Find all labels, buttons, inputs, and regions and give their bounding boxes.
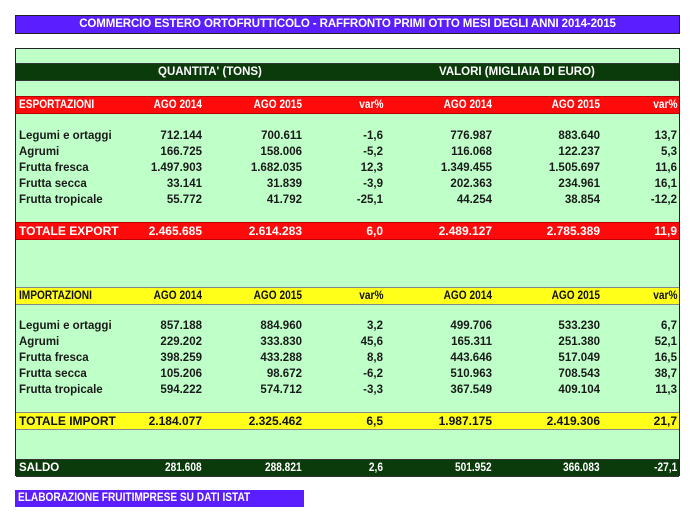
value-cell: 116.068 — [451, 146, 492, 158]
value-cell: 16,5 — [654, 352, 677, 364]
saldo-value: -27,1 — [653, 462, 677, 474]
source-note — [15, 490, 304, 507]
value-cell: 409.104 — [558, 384, 600, 396]
value-cell: 1.349.455 — [440, 162, 492, 174]
value-cell: 41.792 — [266, 194, 302, 206]
value-cell: 229.202 — [160, 336, 202, 348]
value-cell: 166.725 — [160, 146, 202, 158]
value-cell: 443.646 — [450, 352, 492, 364]
column-header: var% — [358, 290, 383, 302]
value-cell: 499.706 — [450, 320, 492, 332]
value-cell: 158.006 — [260, 146, 302, 158]
group-header-value: VALORI (MIGLIAIA DI EURO) — [439, 66, 595, 78]
value-cell: 202.363 — [450, 178, 492, 190]
export-section-label: ESPORTAZIONI — [19, 99, 95, 111]
value-cell: -5,2 — [363, 146, 383, 158]
value-cell: 776.987 — [450, 130, 492, 142]
column-header: AGO 2014 — [153, 290, 202, 302]
value-cell: -25,1 — [356, 194, 383, 206]
value-cell: 251.380 — [558, 336, 600, 348]
column-header: AGO 2015 — [551, 290, 600, 302]
product-label: Legumi e ortaggi — [19, 130, 112, 142]
value-cell: 38.854 — [564, 194, 600, 206]
value-cell: 1.682.035 — [250, 162, 302, 174]
product-label: Frutta fresca — [19, 352, 89, 364]
total-value: 2.184.077 — [148, 414, 202, 428]
value-cell: -3,9 — [363, 178, 383, 190]
value-cell: 594.222 — [160, 384, 202, 396]
source-note-text: ELABORAZIONE FRUITIMPRESE SU DATI ISTAT — [18, 492, 251, 504]
total-value: 2.614.283 — [248, 224, 302, 238]
group-header-row — [16, 63, 679, 81]
value-cell: 517.049 — [558, 352, 600, 364]
value-cell: 16,1 — [654, 178, 677, 190]
total-value: 2.489.127 — [438, 224, 492, 238]
export-row — [16, 192, 679, 208]
value-cell: 333.830 — [260, 336, 302, 348]
value-cell: 13,7 — [654, 130, 677, 142]
value-cell: 574.712 — [260, 384, 302, 396]
value-cell: 12,3 — [360, 162, 383, 174]
column-header: AGO 2014 — [153, 99, 202, 111]
value-cell: 433.288 — [260, 352, 302, 364]
value-cell: 55.772 — [166, 194, 202, 206]
total-value: 1.987.175 — [438, 414, 492, 428]
value-cell: 712.144 — [160, 130, 202, 142]
column-header: AGO 2015 — [551, 99, 600, 111]
product-label: Frutta secca — [19, 178, 87, 190]
import-row — [16, 382, 679, 398]
total-value: 2.325.462 — [248, 414, 302, 428]
export-row — [16, 128, 679, 144]
saldo-value: 2,6 — [368, 462, 383, 474]
value-cell: 1.497.903 — [150, 162, 202, 174]
import-row — [16, 350, 679, 366]
product-label: Frutta tropicale — [19, 194, 103, 206]
import-row — [16, 334, 679, 350]
product-label: Agrumi — [19, 146, 60, 158]
value-cell: 33.141 — [166, 178, 202, 190]
column-header: AGO 2014 — [443, 99, 492, 111]
value-cell: 105.206 — [160, 368, 202, 380]
export-row — [16, 144, 679, 160]
product-label: Frutta tropicale — [19, 384, 103, 396]
value-cell: 98.672 — [266, 368, 302, 380]
value-cell: 6,7 — [661, 320, 677, 332]
total-value: 2.465.685 — [148, 224, 202, 238]
value-cell: -6,2 — [363, 368, 383, 380]
value-cell: 700.611 — [261, 130, 302, 142]
import-row — [16, 318, 679, 334]
group-header-quantity: QUANTITA' (TONS) — [158, 66, 262, 78]
product-label: Agrumi — [19, 336, 60, 348]
value-cell: 398.259 — [160, 352, 202, 364]
total-value: 6,5 — [366, 414, 383, 428]
value-cell: 857.188 — [160, 320, 202, 332]
column-header: var% — [652, 99, 677, 111]
import-section-label: IMPORTAZIONI — [19, 290, 92, 302]
trade-table — [15, 48, 680, 476]
total-label: TOTALE EXPORT — [19, 224, 119, 238]
total-value: 2.785.389 — [546, 224, 600, 238]
product-label: Frutta secca — [19, 368, 87, 380]
value-cell: 5,3 — [661, 146, 677, 158]
saldo-value: 366.083 — [563, 462, 600, 474]
total-value: 6,0 — [366, 224, 383, 238]
value-cell: 31.839 — [266, 178, 302, 190]
value-cell: 11,3 — [655, 384, 677, 396]
saldo-value: 281.608 — [165, 462, 202, 474]
product-label: Legumi e ortaggi — [19, 320, 112, 332]
value-cell: 52,1 — [654, 336, 677, 348]
export-total-row — [16, 222, 679, 240]
saldo-row — [16, 459, 679, 477]
value-cell: 883.640 — [558, 130, 600, 142]
value-cell: 165.311 — [451, 336, 492, 348]
value-cell: 44.254 — [456, 194, 492, 206]
value-cell: 533.230 — [558, 320, 600, 332]
total-value: 21,7 — [653, 414, 677, 428]
import-row — [16, 366, 679, 382]
import-header-row — [16, 287, 679, 305]
report-title: COMMERCIO ESTERO ORTOFRUTTICOLO - RAFFRONTO PRIMI OTTO MESI DEGLI ANNI 2014-2015 — [15, 15, 680, 34]
export-row — [16, 160, 679, 176]
column-header: AGO 2014 — [443, 290, 492, 302]
value-cell: 1.505.697 — [548, 162, 600, 174]
value-cell: 3,2 — [367, 320, 383, 332]
saldo-value: 288.821 — [265, 462, 302, 474]
value-cell: 38,7 — [654, 368, 677, 380]
total-value: 2.419.306 — [546, 414, 600, 428]
value-cell: 234.961 — [558, 178, 600, 190]
saldo-label: SALDO — [19, 462, 60, 474]
column-header: AGO 2015 — [253, 99, 302, 111]
value-cell: 122.237 — [558, 146, 600, 158]
value-cell: 367.549 — [450, 384, 492, 396]
value-cell: 11,6 — [655, 162, 677, 174]
column-header: var% — [652, 290, 677, 302]
column-header: AGO 2015 — [253, 290, 302, 302]
export-row — [16, 176, 679, 192]
value-cell: -1,6 — [363, 130, 383, 142]
value-cell: 708.543 — [558, 368, 600, 380]
export-header-row — [16, 96, 679, 114]
total-value: 11,9 — [654, 224, 677, 238]
column-header: var% — [358, 99, 383, 111]
product-label: Frutta fresca — [19, 162, 89, 174]
saldo-value: 501.952 — [455, 462, 492, 474]
value-cell: -12,2 — [650, 194, 677, 206]
value-cell: 884.960 — [260, 320, 302, 332]
value-cell: 8,8 — [367, 352, 383, 364]
import-total-row — [16, 412, 679, 430]
value-cell: 510.963 — [450, 368, 492, 380]
total-label: TOTALE IMPORT — [19, 414, 116, 428]
value-cell: 45,6 — [360, 336, 383, 348]
value-cell: -3,3 — [363, 384, 383, 396]
